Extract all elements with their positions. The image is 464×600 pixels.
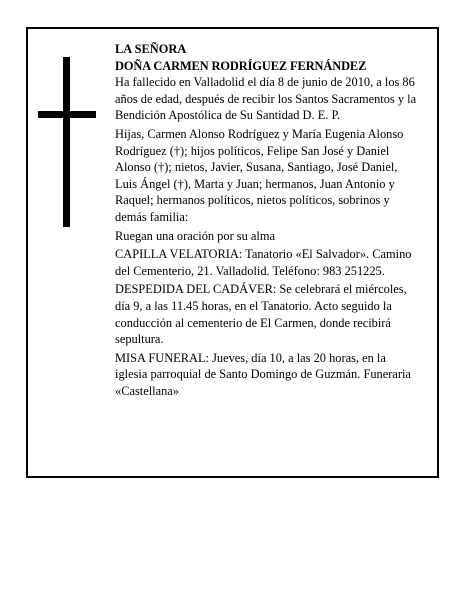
prayer-request: Ruegan una oración por su alma bbox=[115, 228, 275, 243]
deceased-name: DOÑA CARMEN RODRÍGUEZ FERNÁNDEZ bbox=[115, 58, 367, 73]
cross-icon bbox=[38, 57, 96, 227]
wake-chapel-info: CAPILLA VELATORIA: Tanatorio «El Salvador». Camino del Cementerio, 21. Valladolid. Teléfono: 983 251225. bbox=[115, 247, 412, 278]
notice-text bbox=[115, 41, 420, 401]
obituary-notice bbox=[26, 27, 439, 478]
farewell-info: DESPEDIDA DEL CADÁVER: Se celebrará el miércoles, día 9, a las 11.45 horas, en el Tanatorio. Acto seguido la conducción al cementerio de El Carmen, donde recibirá sepultura. bbox=[115, 282, 407, 347]
funeral-mass-info: MISA FUNERAL: Jueves, día 10, a las 20 horas, en la iglesia parroquial de Santo Domingo de Guzmán. Funeraria «Castellana» bbox=[115, 350, 411, 398]
family-list: Hijas, Carmen Alonso Rodríguez y María Eugenia Alonso Rodríguez (†); hijos políticos, Felipe San José y Daniel Alonso (†); nietos, Javier, Susana, Santiago, José Daniel, Luis Ángel (†), Marta y Juan; hermanos, Juan Antonio y Raquel; hermanos políticos, nietos políticos, sobrinos y demás familia: bbox=[115, 126, 404, 224]
notice-heading: LA SEÑORA bbox=[115, 42, 187, 56]
cross-horizontal-bar bbox=[38, 111, 96, 118]
death-announcement: Ha fallecido en Valladolid el día 8 de junio de 2010, a los 86 años de edad, después de recibir los Santos Sacramentos y la Bendición Apostólica de Su Santidad D. E. P. bbox=[115, 75, 417, 123]
cross-vertical-bar bbox=[63, 57, 70, 227]
